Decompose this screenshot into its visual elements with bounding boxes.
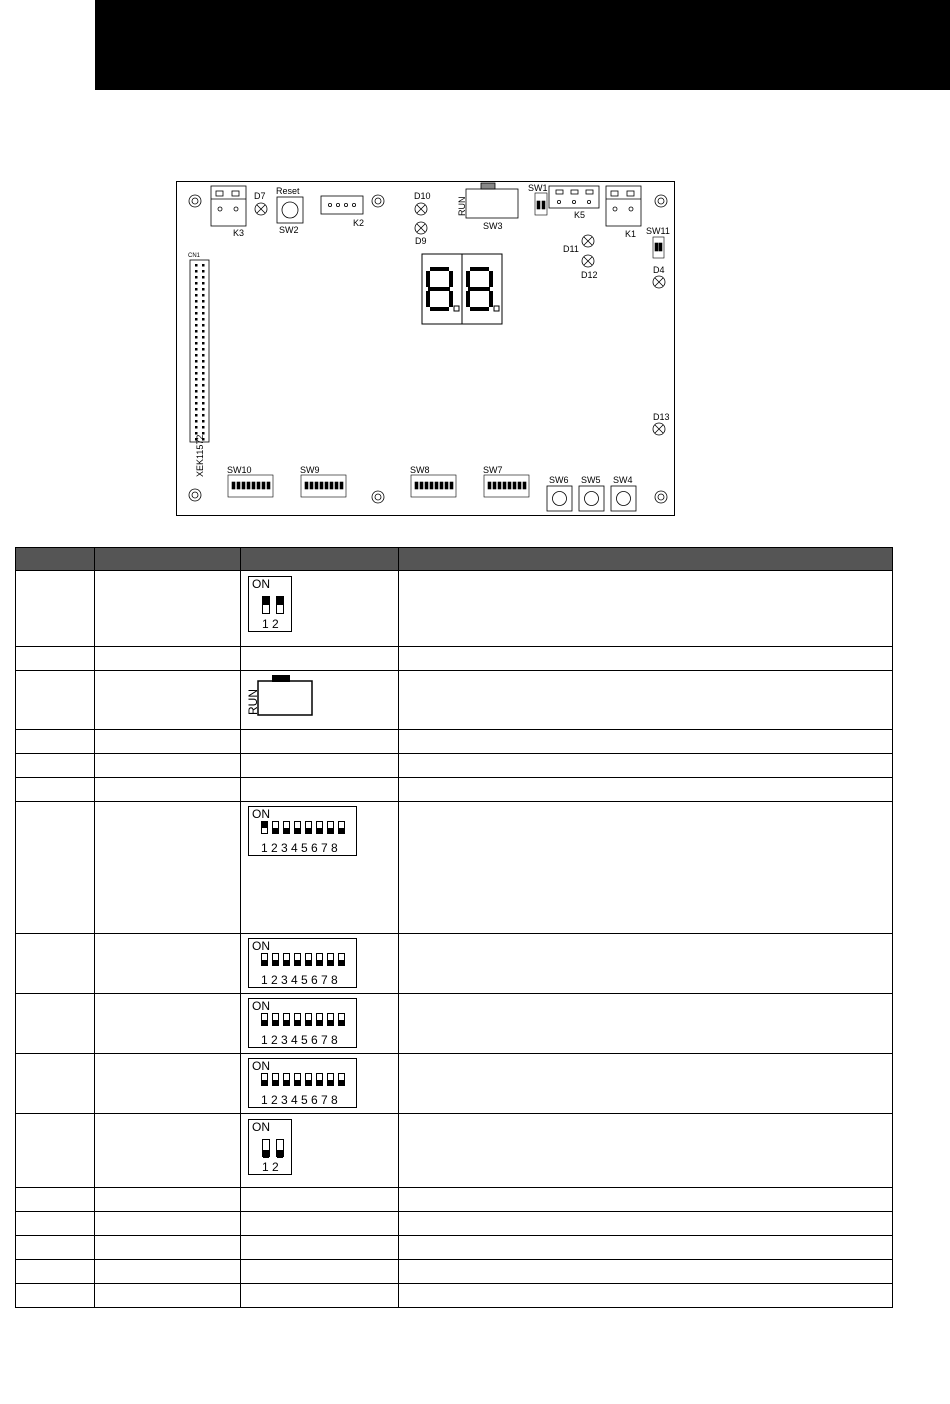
label-k5: K5 [574,210,586,220]
table-row [16,1284,893,1308]
board-dip-switch [411,475,456,497]
table-row [16,754,893,778]
label-reset: Reset [276,186,300,196]
label-sw5: SW5 [581,475,601,485]
label-d9: D9 [415,236,427,246]
board-dip-switch [301,475,346,497]
label-sw10: SW10 [227,465,252,475]
label-model: XEK11572 [195,434,205,477]
table-row [16,1054,893,1114]
table-row [16,1114,893,1188]
component-table [15,547,893,1308]
label-run: RUN [457,196,467,216]
table-row [16,1236,893,1260]
header-bar [95,0,950,90]
dip-switch-8-icon: ON 1 2 3 4 5 6 7 8 [248,1058,357,1108]
label-sw7: SW7 [483,465,503,475]
label-sw2: SW2 [279,225,299,235]
label-sw8: SW8 [410,465,430,475]
label-d10: D10 [414,191,431,201]
label-d12: D12 [581,270,598,280]
label-sw11: SW11 [646,226,670,236]
label-sw6: SW6 [549,475,569,485]
table-row [16,934,893,994]
dip-switch-sw1 [535,193,547,215]
connector-k1 [606,186,641,226]
label-sw9: SW9 [300,465,320,475]
svg-text:RUN: RUN [246,689,260,715]
table-row [16,730,893,754]
dip-switch-sw11 [653,237,664,258]
label-cn1: CN1 [188,253,201,259]
table-row [16,647,893,671]
dip-switch-8-icon: ON 1 2 3 4 5 6 7 8 [248,998,357,1048]
dip-switch-8-icon: ON 1 2 3 4 5 6 7 8 [248,806,357,856]
board-dip-switch [228,475,273,497]
table-row [16,571,893,647]
table-header-row [16,548,893,571]
label-k2: K2 [353,218,365,228]
connector-k5 [549,186,599,208]
label-k1: K1 [625,229,637,239]
label-sw1: SW1 [528,183,548,193]
dip-switch-8-icon: ON 1 2 3 4 5 6 7 8 [248,938,357,988]
table-row [16,802,893,934]
dip-switch-2-icon: ON 1 2 [248,1119,292,1175]
label-d4: D4 [653,265,665,275]
connector-cn1 [190,260,209,442]
table-row [16,778,893,802]
table-row [16,671,893,730]
label-k3: K3 [233,228,245,238]
run-switch-icon [246,671,316,717]
table-row [16,1212,893,1236]
label-d13: D13 [653,412,670,422]
label-d7: D7 [254,191,266,201]
table-row [16,994,893,1054]
label-d11: D11 [563,244,579,254]
dip-switch-2-icon: ON 1 2 [248,576,292,632]
table-row [16,1260,893,1284]
label-sw3: SW3 [483,221,503,231]
label-sw4: SW4 [613,475,633,485]
pcb-board-diagram [176,181,675,516]
table-row [16,1188,893,1212]
connector-k3 [211,186,246,226]
board-dip-switch [484,475,529,497]
